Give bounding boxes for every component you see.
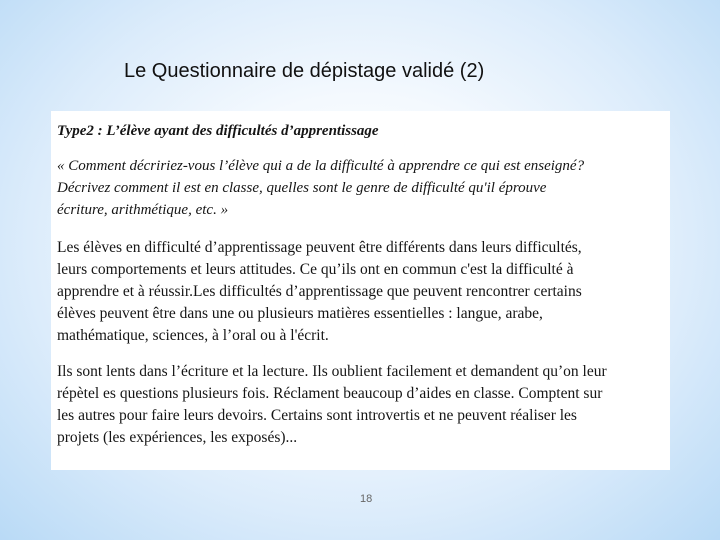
paragraph-line: répètel es questions plusieurs fois. Réclament beaucoup d’aides en classe. Comptent sur [57,385,603,402]
paragraph-1 [57,237,664,347]
quote-line: écriture, arithmétique, etc. » [57,202,229,218]
paragraph-line: mathématique, sciences, à l’oral ou à l'écrit. [57,327,329,344]
paragraph-2 [57,361,664,449]
paragraph-line: les autres pour faire leurs devoirs. Certains sont introvertis et ne peuvent réaliser les [57,407,577,424]
quote-line: Décrivez comment il est en classe, quelles sont le genre de difficulté qu'il éprouve [57,180,547,196]
paragraph-line: apprendre et à réussir.Les difficultés d’apprentissage que peuvent rencontrer certains [57,283,582,300]
paragraph-line: Ils sont lents dans l’écriture et la lecture. Ils oublient facilement et demandent qu’on leur [57,363,607,380]
quote-line: « Comment décririez-vous l’élève qui a de la difficulté à apprendre ce qui est enseigné? [57,158,585,174]
paragraph-line: projets (les expériences, les exposés)... [57,429,298,446]
paragraph-line: Les élèves en difficulté d’apprentissage peuvent être différents dans leurs difficultés, [57,239,582,256]
paragraph-line: élèves peuvent être dans une ou plusieurs matières essentielles : langue, arabe, [57,305,543,322]
document-image [51,111,670,470]
page-number: 18 [360,493,373,505]
slide-title: Le Questionnaire de dépistage validé (2) [124,60,485,82]
quote-block [57,155,664,221]
document-heading: Type2 : L’élève ayant des difficultés d’apprentissage [57,123,379,139]
paragraph-line: leurs comportements et leurs attitudes. Ce qu’ils ont en commun c'est la difficulté à [57,261,574,278]
